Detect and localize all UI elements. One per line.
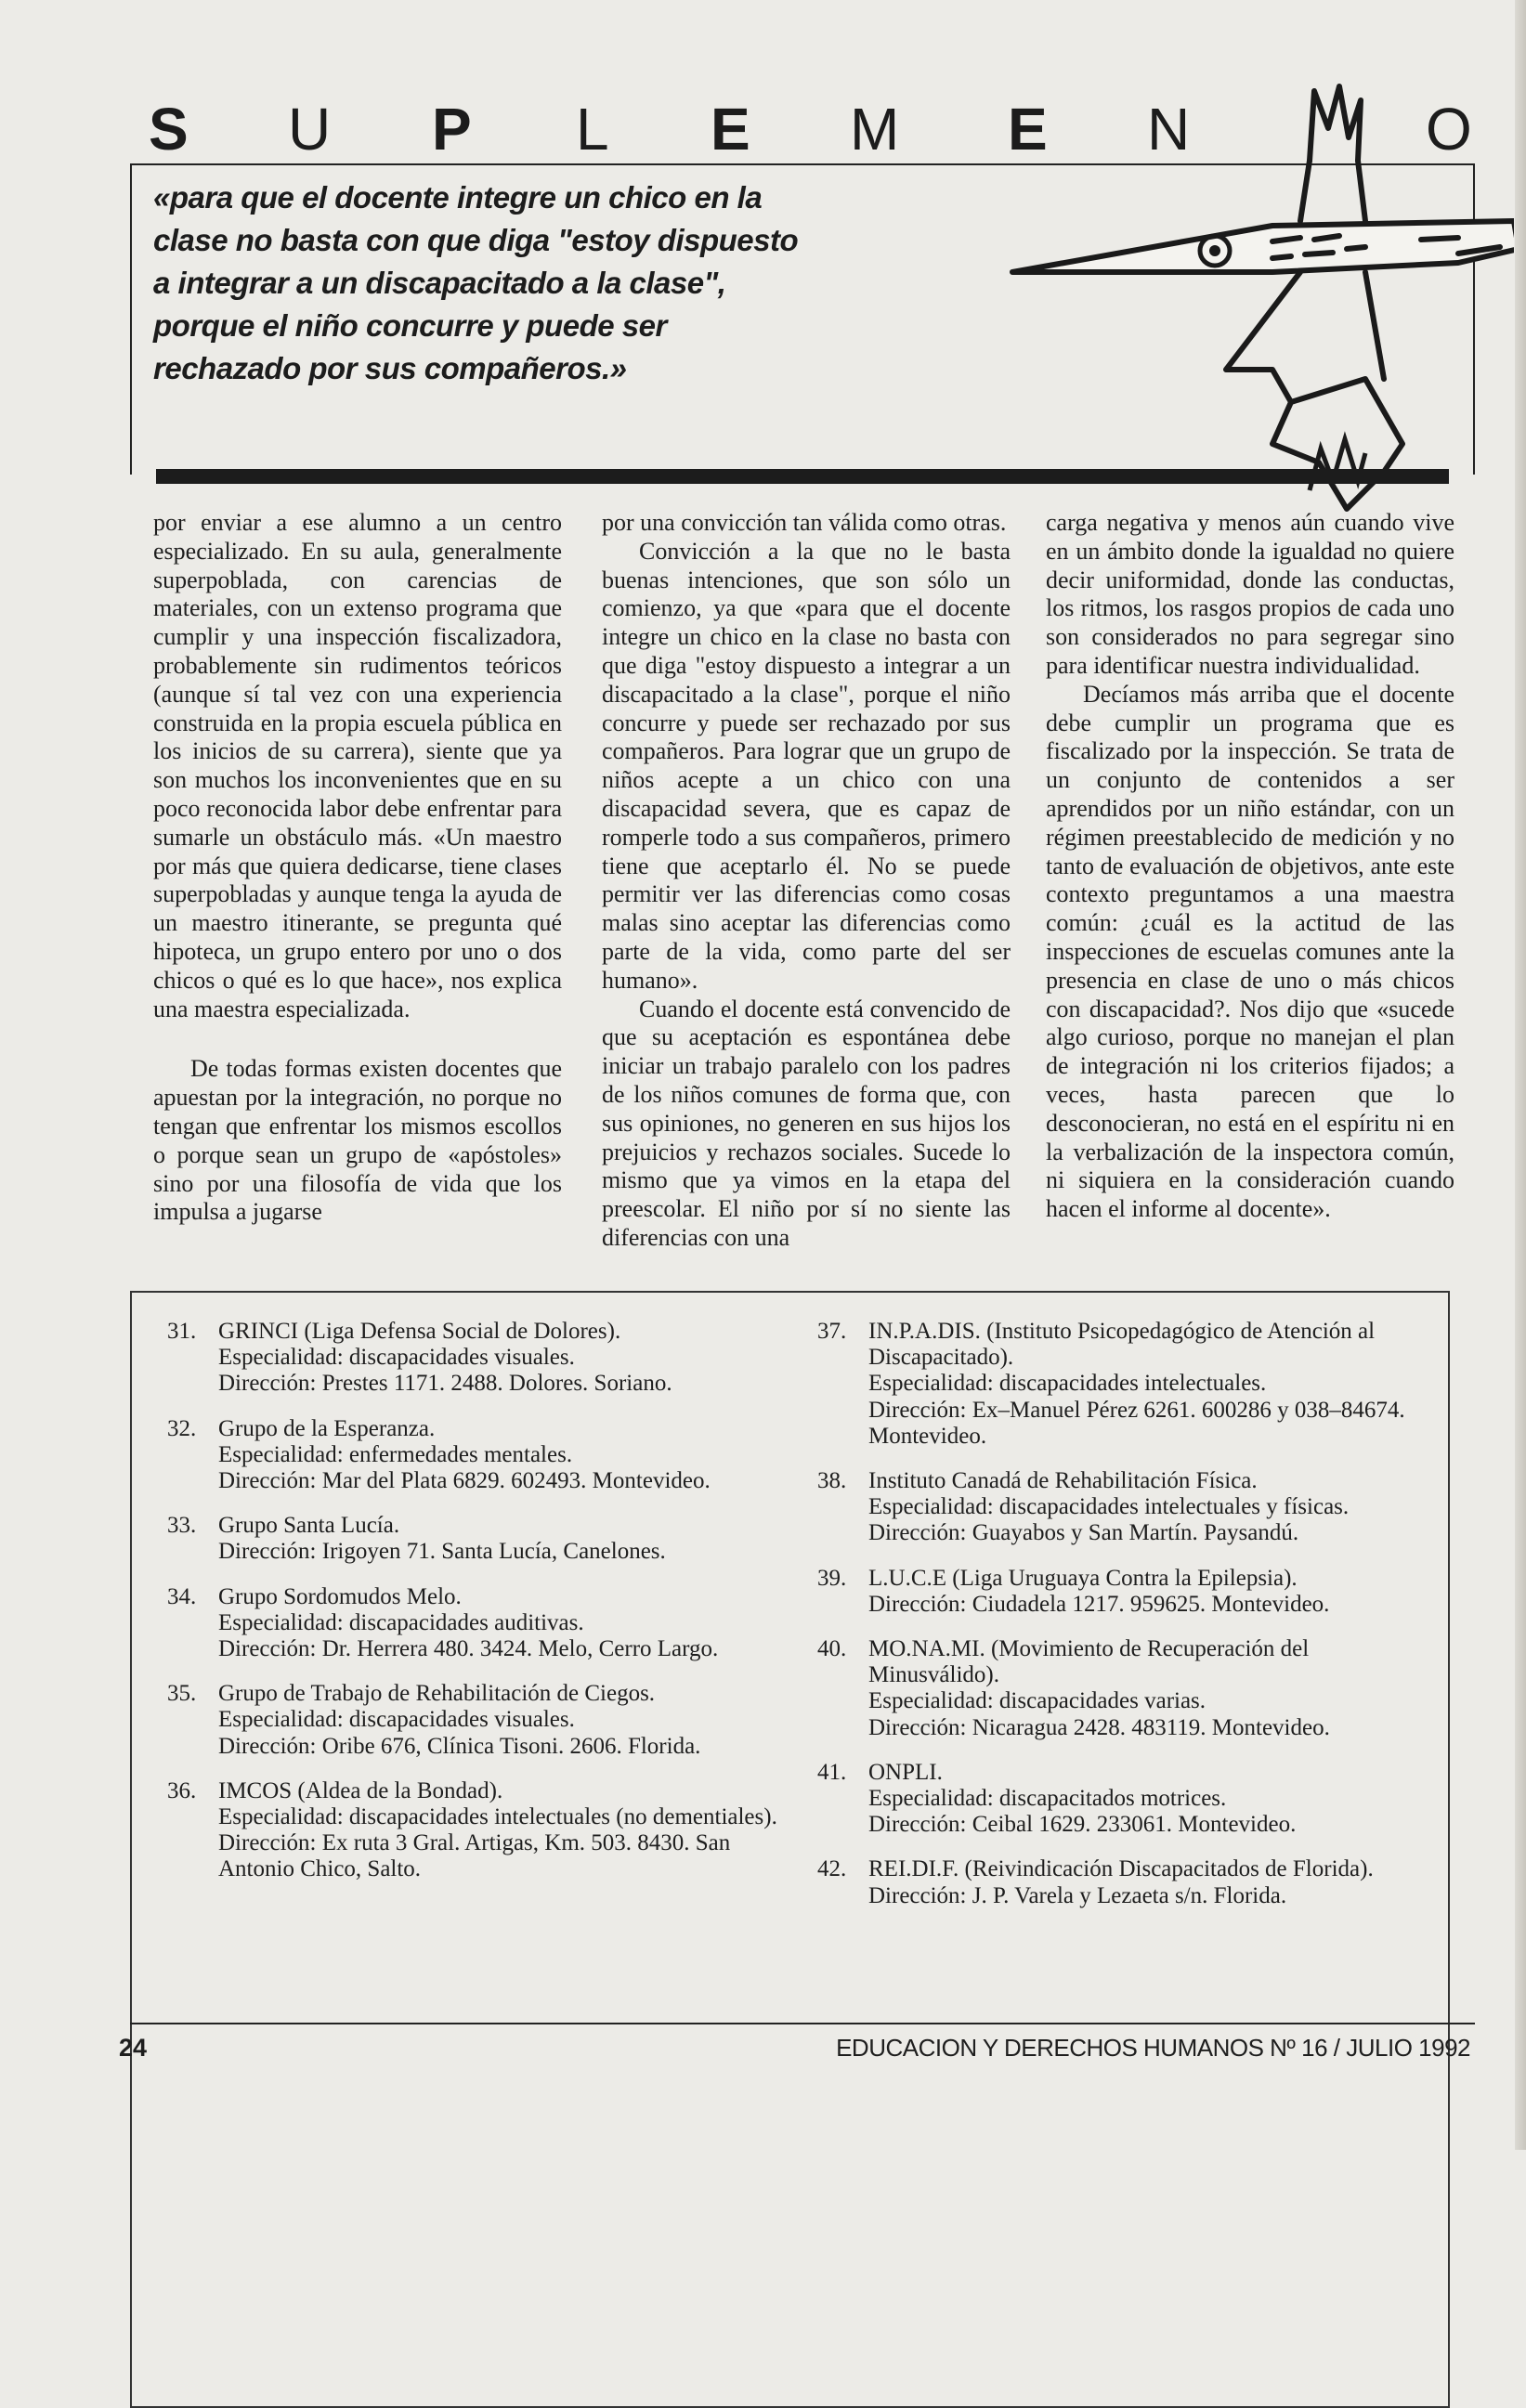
publication-footer: EDUCACION Y DERECHOS HUMANOS Nº 16 / JULIO 1992 [836,2034,1470,2062]
entry-number: 40. [817,1636,847,1662]
bird-illustration [994,72,1514,518]
directory-entry [817,1468,1440,1547]
entry-number: 38. [817,1468,847,1494]
entry-number: 32. [167,1415,197,1441]
entry-line: ONPLI. [868,1759,943,1785]
banner-letter: E [1008,96,1048,163]
entry-number: 41. [817,1759,847,1785]
directory-entry [167,1584,785,1663]
pull-quote: «para que el docente integre un chico en la clase no basta con que diga "estoy dispuesto a integrar a un discapacitado a la clase", porque el niño concurre y puede ser rechazado por sus compañeros.» [153,180,799,385]
banner-letter: M [850,96,900,163]
entry-number: 31. [167,1319,197,1344]
paragraph: Convicción a la que no le basta buenas intenciones, que son sólo un comienzo, ya que «para que el docente integre un chico en la clase no basta con que diga "estoy dispuesto a integrar a un discapacitado a la clase", porque el niño concurre y puede ser rechazado por sus compañeros. Para lograr que un grupo de niños acepte a un chico con una discapacidad severa, que es capaz de romperle todo a sus compañeros, primero tiene que aceptarlo él. No se puede permitir ver las diferencias como cosas malas sino aceptar las diferencias como parte de la vida, como parte del ser humano». [602,537,1011,994]
entry-line: Especialidad: discapacidades visuales. [218,1345,575,1371]
banner-letter: L [576,96,609,163]
directory-entry [817,1856,1440,1908]
entry-line: Especialidad: discapacitados motrices. [868,1786,1227,1812]
paragraph: carga negativa y menos aún cuando vive en un ámbito donde la igualdad no quiere decir uniformidad, donde las conductas, los ritmos, los rasgos propios de cada uno son considerados no para segregar sino para identificar nuestra individualidad. [1046,509,1454,679]
entry-number: 33. [167,1513,197,1539]
entry-number: 42. [817,1856,847,1882]
banner-letter: P [432,96,472,163]
directory-entry [167,1416,785,1495]
entry-line: Dirección: Mar del Plata 6829. 602493. Montevideo. [218,1468,711,1494]
paragraph: por enviar a ese alumno a un centro especializado. En su aula, generalmente superpoblada, con carencias de materiales, con un extenso programa que cumplir y una inspección fiscalizadora, probablemente sin rudimentos teóricos (aunque sí tal vez con una experiencia construida en la propia escuela pública en los inicios de su carrera), siente que ya son muchos los inconvenientes que en su poco reconocida labor debe enfrentar para sumarle un obstáculo más. «Un maestro por más que quiera dedicarse, tiene clases superpobladas y aunque tenga la ayuda de un maestro itinerante, se pregunta qué hipoteca, un grupo entero por uno o dos chicos o qué es lo que hace», nos explica una maestra especializada. [153,509,562,1022]
entry-line: Especialidad: discapacidades auditivas. [218,1609,584,1635]
paragraph: Decíamos más arriba que el docente debe cumplir un programa que es fiscalizado por la inspección. Se trata de un conjunto de contenidos a ser aprendidos por un niño estándar, con un régimen preestablecido de medición y no tanto de evaluación de objetivos, ante este contexto preguntamos a una maestra común: ¿cuál es la actitud de las inspecciones de escuelas comunes ante la presencia en clase de uno o más chicos con discapacidad?. Nos dijo que «sucede algo curioso, porque no manejan el plan de integración ni los criterios fijados; a veces, hasta parecen que lo desconocieran, no está en el espíritu ni en la verbalización de la inspectora común, ni siquiera en la consideración cuando hacen el informe al docente». [1046,680,1454,1223]
entry-number: 35. [167,1681,197,1707]
entry-line: Grupo de Trabajo de Rehabilitación de Ciegos. [218,1681,656,1707]
entry-number: 37. [817,1319,847,1344]
entry-line: Dirección: Dr. Herrera 480. 3424. Melo, Cerro Largo. [218,1636,719,1662]
entry-line: Grupo Sordomudos Melo. [218,1583,462,1609]
entry-number: 34. [167,1583,197,1609]
banner-letter: S [149,96,189,163]
directory-entry [817,1636,1440,1741]
paragraph: De todas formas existen docentes que apuestan por la integración, no porque no tengan que enfrentar los mismos escollos o porque sean un grupo de «apóstoles» sino por una filosofía de vida que los impulsa a jugarse [153,1055,562,1226]
entry-line: GRINCI (Liga Defensa Social de Dolores). [218,1319,621,1344]
entry-line: Dirección: Ceibal 1629. 233061. Montevideo. [868,1812,1297,1838]
page-number: 24 [119,2034,148,2062]
directory-entry [167,1513,785,1565]
entry-line: Dirección: Ex–Manuel Pérez 6261. 600286 y 038–84674. Montevideo. [868,1397,1405,1449]
entry-line: Especialidad: discapacidades intelectuales (no dementiales). [218,1804,777,1830]
directory-entry [167,1681,785,1760]
directory-list-left [167,1319,785,1902]
entry-line: Instituto Canadá de Rehabilitación Física. [868,1468,1258,1494]
directory-list-right [817,1319,1440,1928]
box-left-rule [130,163,132,475]
directory-entry [167,1319,785,1398]
entry-line: Dirección: Guayabos y San Martín. Paysandú. [868,1520,1299,1546]
entry-line: Dirección: Ex ruta 3 Gral. Artigas, Km. 503. 8430. San Antonio Chico, Salto. [218,1830,731,1882]
banner-letter: U [288,96,332,163]
entry-line: Especialidad: discapacidades intelectuales. [868,1371,1267,1397]
entry-line: Especialidad: discapacidades varias. [868,1688,1206,1714]
article-column-1 [153,509,562,1227]
article-column-2 [602,509,1011,1253]
entry-line: Dirección: Oribe 676, Clínica Tisoni. 2606. Florida. [218,1733,701,1759]
entry-line: Dirección: Prestes 1171. 2488. Dolores. Soriano. [218,1371,672,1397]
section-divider [156,469,1449,484]
entry-number: 36. [167,1777,197,1803]
entry-line: Especialidad: enfermedades mentales. [218,1441,573,1467]
article-column-3 [1046,509,1454,1224]
entry-line: Especialidad: discapacidades intelectuales y físicas. [868,1494,1350,1520]
entry-line: L.U.C.E (Liga Uruguaya Contra la Epilepsia). [868,1565,1298,1591]
paragraph: Cuando el docente está convencido de que su aceptación es espontánea debe iniciar un trabajo paralelo con los padres de los niños comunes de forma que, con sus opiniones, no generen en sus hijos los prejuicios y rechazos sociales. Sucede lo mismo que ya vimos en la etapa del preescolar. El niño por sí no siente las diferencias con una [602,995,1011,1251]
footer-rule [130,2023,1475,2024]
entry-line: Grupo Santa Lucía. [218,1513,400,1539]
entry-line: Dirección: Ciudadela 1217. 959625. Montevideo. [868,1591,1330,1617]
entry-line: MO.NA.MI. (Movimiento de Recuperación del Minusválido). [868,1636,1310,1688]
paragraph: por una convicción tan válida como otras. [602,509,1007,536]
entry-line: Dirección: Nicaragua 2428. 483119. Montevideo. [868,1714,1330,1740]
directory-entry [817,1566,1440,1618]
entry-line: IN.P.A.DIS. (Instituto Psicopedagógico de Atención al Discapacitado). [868,1319,1376,1371]
entry-number: 39. [817,1565,847,1591]
scan-edge [1515,0,1526,2150]
directory-entry [817,1319,1440,1450]
entry-line: Dirección: J. P. Varela y Lezaeta s/n. Florida. [868,1882,1287,1908]
banner-letter: E [711,96,750,163]
entry-line: Grupo de la Esperanza. [218,1415,436,1441]
entry-line: Dirección: Irigoyen 71. Santa Lucía, Canelones. [218,1539,666,1565]
entry-line: IMCOS (Aldea de la Bondad). [218,1777,503,1803]
directory-entry [817,1760,1440,1839]
entry-line: Especialidad: discapacidades visuales. [218,1707,575,1733]
banner-letter: O [1426,96,1472,163]
entry-line: REI.DI.F. (Reivindicación Discapacitados de Florida). [868,1856,1374,1882]
banner-letter: N [1147,96,1191,163]
directory-entry [167,1778,785,1883]
